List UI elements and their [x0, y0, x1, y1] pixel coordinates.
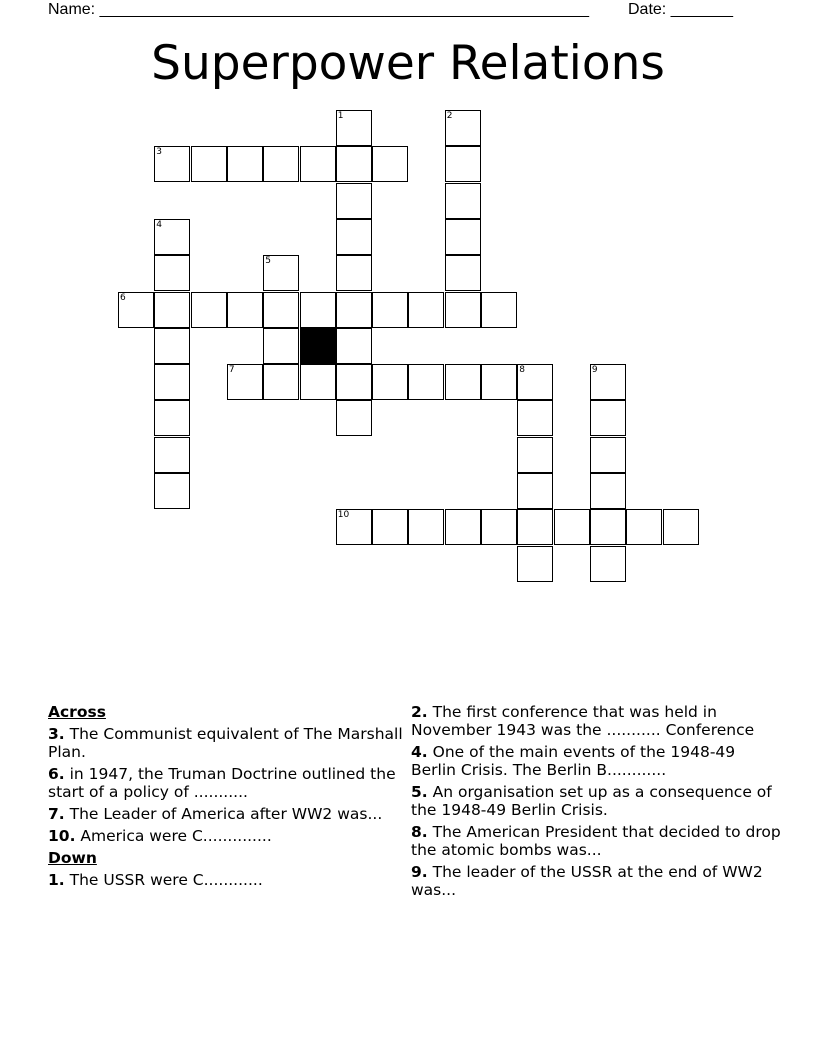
grid-cell[interactable] [154, 146, 190, 182]
grid-cell[interactable] [517, 364, 553, 400]
clue-number: 8. [411, 823, 428, 841]
clue-text: The USSR were C............ [64, 871, 263, 889]
clue-text: The Communist equivalent of The Marshall Plan. [48, 725, 403, 761]
clue-text: The Leader of America after WW2 was... [64, 805, 383, 823]
clue-item [48, 827, 403, 845]
black-cell [300, 328, 336, 364]
grid-cell[interactable] [336, 183, 372, 219]
grid-cell[interactable] [445, 292, 481, 328]
grid-cell[interactable] [590, 437, 626, 473]
clue-item [48, 725, 403, 761]
clue-text: The leader of the USSR at the end of WW2 was... [411, 863, 763, 899]
grid-cell[interactable] [445, 110, 481, 146]
grid-cell[interactable] [445, 219, 481, 255]
clue-text: The first conference that was held in November 1943 was the ........... Conference [411, 703, 755, 739]
clue-item [48, 871, 403, 889]
grid-cell[interactable] [191, 292, 227, 328]
grid-cell[interactable] [227, 146, 263, 182]
cell-number: 10 [337, 510, 350, 521]
clue-number: 2. [411, 703, 428, 721]
clue-text: America were C.............. [75, 827, 272, 845]
clue-item [411, 783, 781, 819]
grid-cell[interactable] [590, 400, 626, 436]
across-clue-list [48, 725, 403, 845]
grid-cell[interactable] [481, 292, 517, 328]
cell-number: 9 [591, 365, 598, 376]
grid-cell[interactable] [336, 219, 372, 255]
cell-number: 8 [519, 365, 526, 376]
grid-cell[interactable] [118, 292, 154, 328]
grid-cell[interactable] [336, 328, 372, 364]
down-clue-list-right [411, 703, 781, 899]
grid-cell[interactable] [663, 509, 699, 545]
grid-cell[interactable] [445, 364, 481, 400]
grid-cell[interactable] [300, 292, 336, 328]
grid-cell[interactable] [300, 146, 336, 182]
grid-cell[interactable] [590, 473, 626, 509]
clue-number: 1. [48, 871, 65, 889]
clue-number: 10. [48, 827, 76, 845]
clue-text: An organisation set up as a consequence of the 1948-49 Berlin Crisis. [411, 783, 772, 819]
clue-item [48, 765, 403, 801]
clue-text: The American President that decided to drop the atomic bombs was... [411, 823, 781, 859]
clue-number: 4. [411, 743, 428, 761]
grid-cell[interactable] [408, 509, 444, 545]
clue-item [48, 805, 403, 823]
grid-cell[interactable] [517, 546, 553, 582]
grid-cell[interactable] [154, 473, 190, 509]
grid-cell[interactable] [372, 509, 408, 545]
grid-cell[interactable] [336, 110, 372, 146]
grid-cell[interactable] [336, 364, 372, 400]
cell-number: 2 [446, 111, 453, 121]
grid-cell[interactable] [517, 437, 553, 473]
grid-cell[interactable] [372, 292, 408, 328]
cell-number: 6 [120, 292, 126, 303]
down-clue-list-left [48, 871, 403, 889]
grid-cell[interactable] [263, 146, 299, 182]
across-heading: Across [48, 703, 106, 721]
grid-cell[interactable] [154, 364, 190, 400]
date-field[interactable]: Date: _______ [628, 1, 733, 18]
grid-cell[interactable] [517, 473, 553, 509]
page-title: Superpower Relations [151, 36, 665, 91]
clue-item [411, 703, 781, 739]
grid-cell[interactable] [481, 364, 517, 400]
cell-number: 1 [337, 111, 344, 121]
grid-cell[interactable] [263, 292, 299, 328]
grid-cell[interactable] [372, 364, 408, 400]
grid-cell[interactable] [445, 509, 481, 545]
clue-text: One of the main events of the 1948-49 Berlin Crisis. The Berlin B............ [411, 743, 736, 779]
clue-number: 3. [48, 725, 65, 743]
grid-cell[interactable] [626, 509, 662, 545]
grid-cell[interactable] [336, 292, 372, 328]
cell-number: 5 [265, 256, 271, 267]
clue-number: 7. [48, 805, 65, 823]
grid-cell[interactable] [554, 509, 590, 545]
grid-cell[interactable] [517, 509, 553, 545]
clue-number: 9. [411, 863, 428, 881]
grid-cell[interactable] [408, 364, 444, 400]
grid-cell[interactable] [227, 364, 263, 400]
grid-cell[interactable] [336, 509, 372, 545]
grid-cell[interactable] [336, 146, 372, 182]
cell-number: 7 [228, 365, 235, 376]
grid-cell[interactable] [336, 255, 372, 291]
clue-number: 6. [48, 765, 65, 783]
grid-cell[interactable] [154, 437, 190, 473]
grid-cell[interactable] [590, 546, 626, 582]
grid-cell[interactable] [227, 292, 263, 328]
clues-left-column [48, 703, 403, 893]
grid-cell[interactable] [154, 400, 190, 436]
grid-cell[interactable] [263, 328, 299, 364]
cell-number: 3 [156, 147, 163, 158]
grid-cell[interactable] [481, 509, 517, 545]
clue-item [411, 863, 781, 899]
grid-cell[interactable] [154, 219, 190, 255]
grid-cell[interactable] [300, 364, 336, 400]
grid-cell[interactable] [263, 255, 299, 291]
grid-cell[interactable] [445, 146, 481, 182]
grid-cell[interactable] [191, 146, 227, 182]
grid-cell[interactable] [154, 328, 190, 364]
grid-cell[interactable] [336, 400, 372, 436]
grid-cell[interactable] [263, 364, 299, 400]
grid-cell[interactable] [590, 509, 626, 545]
grid-cell[interactable] [408, 292, 444, 328]
clue-item [411, 743, 781, 779]
clues-right-column [411, 703, 781, 903]
clue-item [411, 823, 781, 859]
grid-cell[interactable] [154, 255, 190, 291]
grid-cell[interactable] [445, 183, 481, 219]
clue-number: 5. [411, 783, 428, 801]
grid-cell[interactable] [372, 146, 408, 182]
clue-text: in 1947, the Truman Doctrine outlined the start of a policy of ........... [48, 765, 396, 801]
grid-cell[interactable] [154, 292, 190, 328]
grid-cell[interactable] [445, 255, 481, 291]
down-heading: Down [48, 849, 97, 867]
grid-cell[interactable] [590, 364, 626, 400]
name-field[interactable]: Name: _______________________________________________________ [48, 1, 589, 18]
cell-number: 4 [156, 219, 163, 230]
grid-cell[interactable] [517, 400, 553, 436]
